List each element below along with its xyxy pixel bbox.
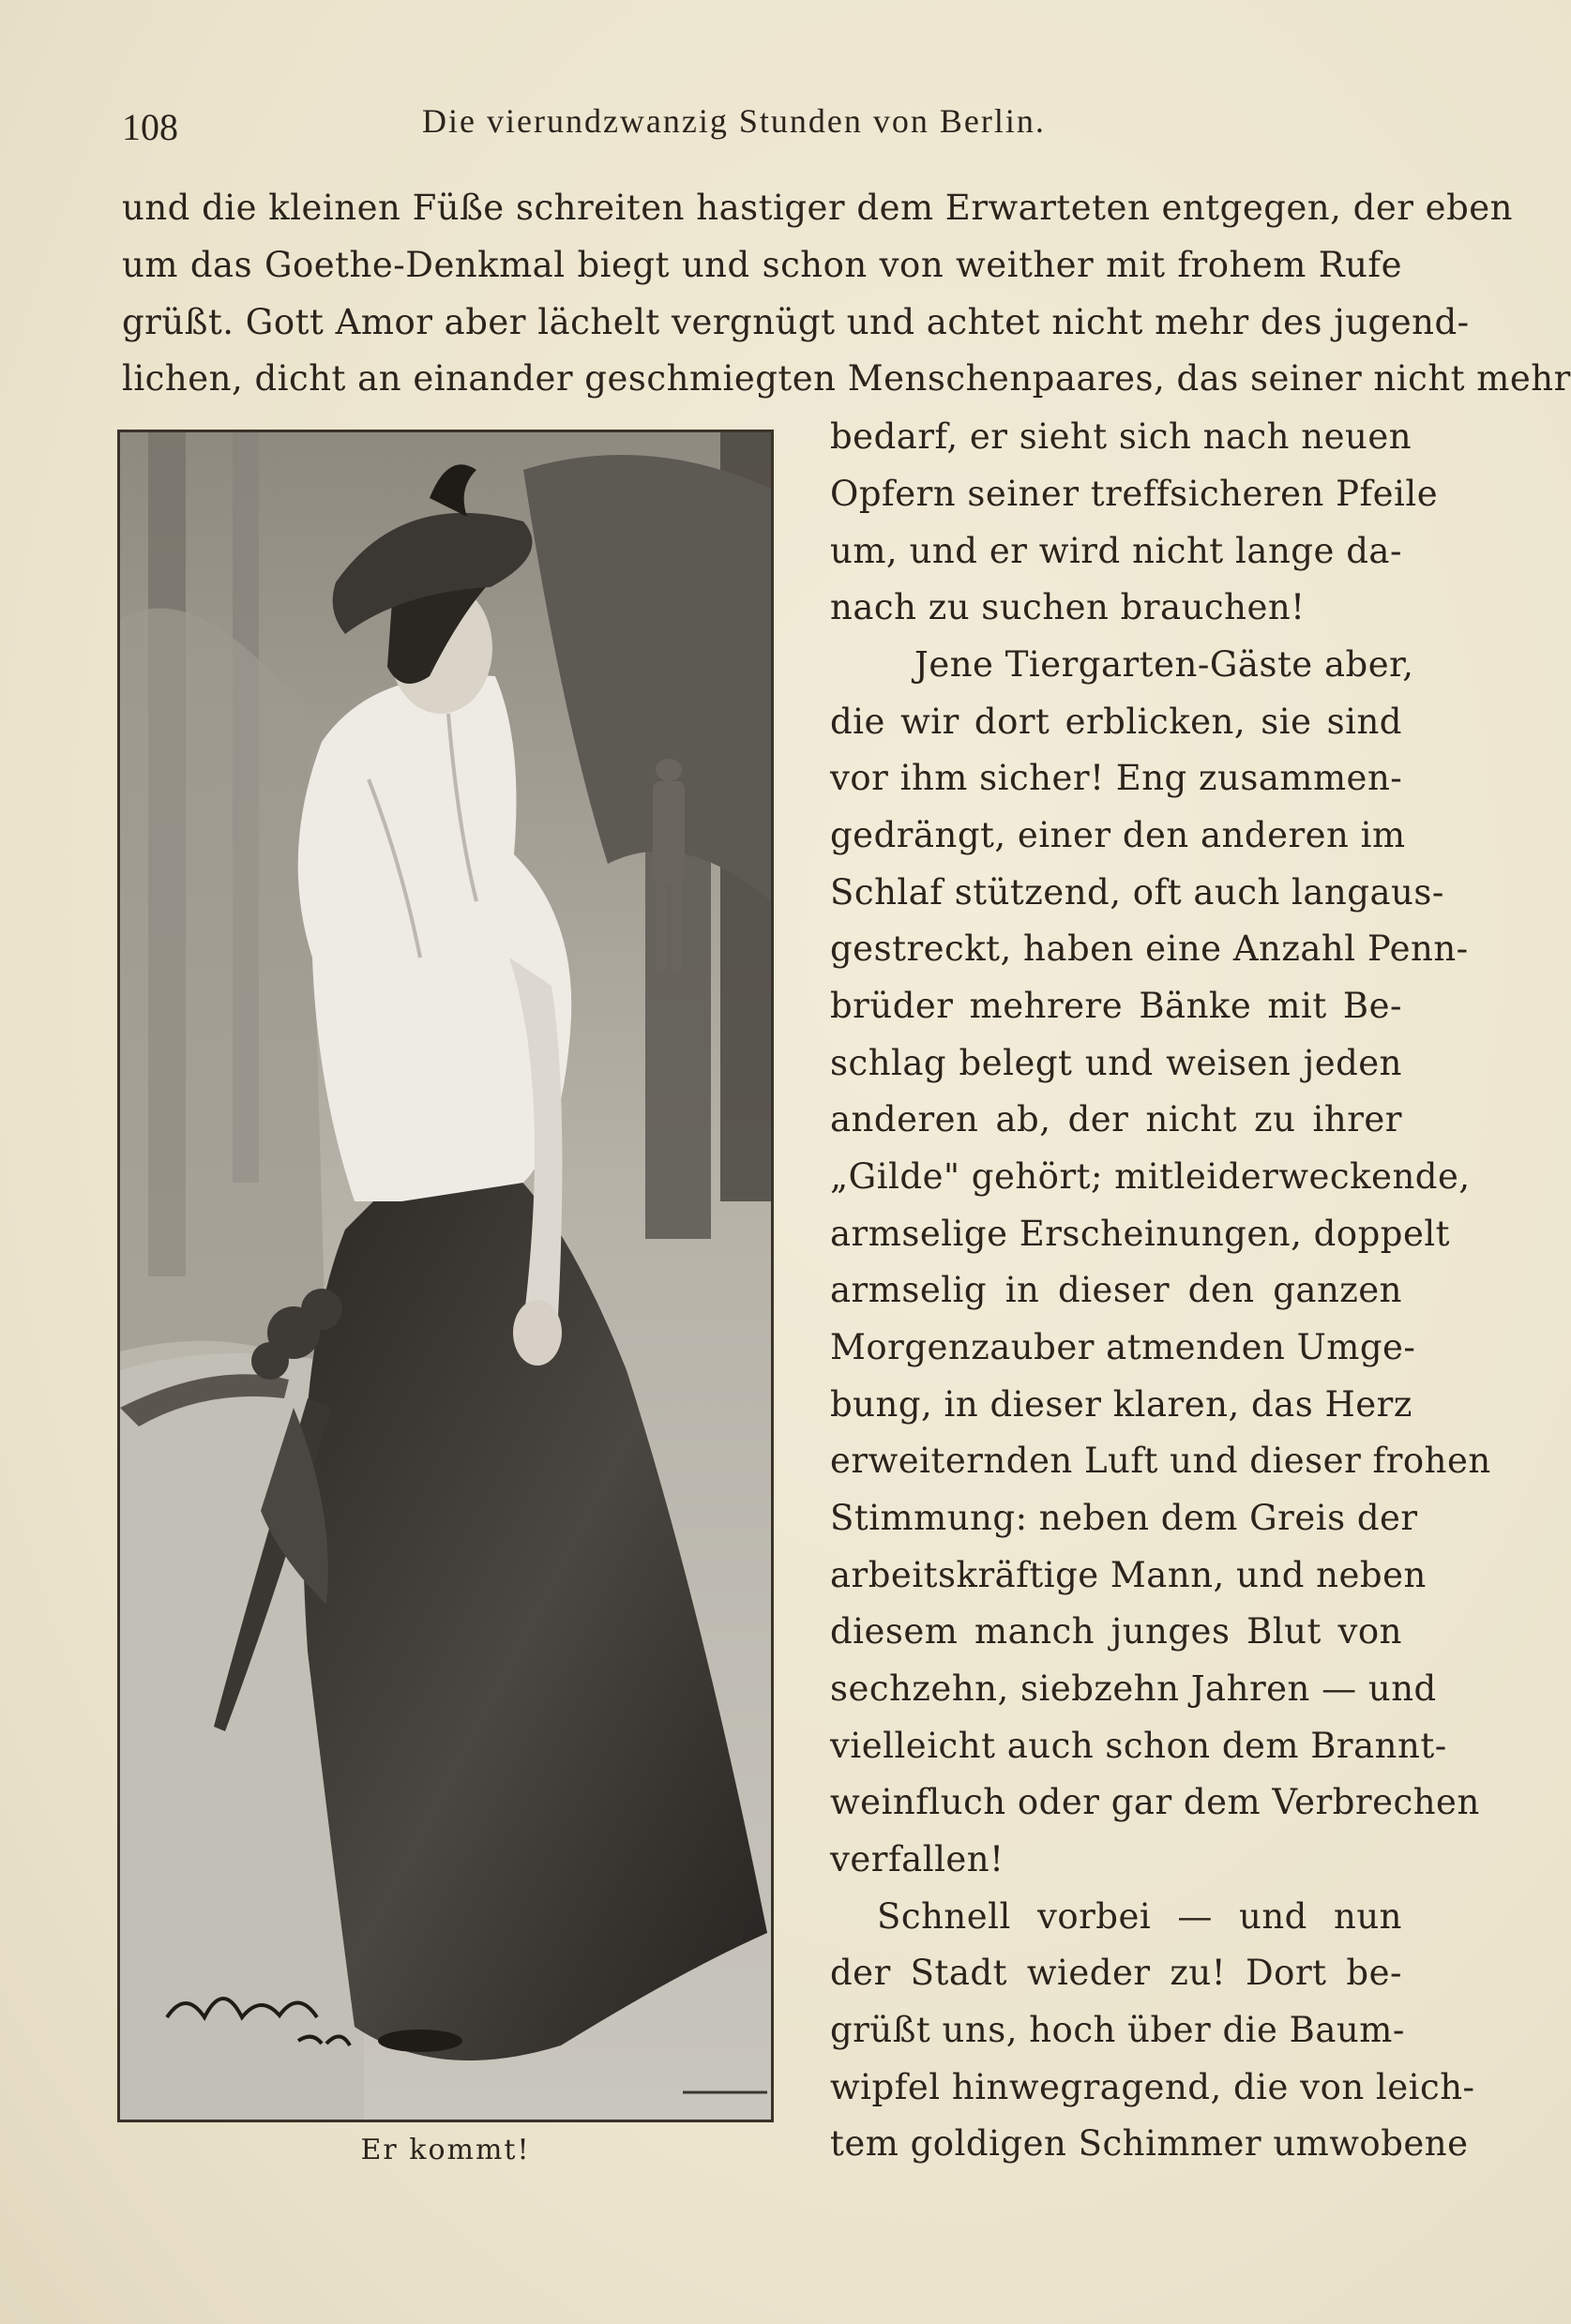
text-line: Schlaf stützend, oft auch langaus- — [830, 872, 1444, 913]
text-line: vor ihm sicher! Eng zusammen- — [830, 758, 1403, 798]
text-line: sechzehn, siebzehn Jahren — und — [830, 1668, 1437, 1709]
text-line: Morgenzauber atmenden Umge- — [830, 1327, 1416, 1367]
text-line: schlag belegt und weisen jeden — [830, 1043, 1402, 1083]
text-line: bung, in dieser klaren, das Herz — [830, 1384, 1412, 1425]
text-line: um das Goethe-Denkmal biegt und schon von weither mit frohem Rufe — [122, 245, 1402, 285]
woman-with-parasol-engraving — [120, 432, 771, 2120]
text-line: gestreckt, haben eine Anzahl Penn- — [830, 928, 1469, 969]
text-line: Schnell vorbei — und nun — [877, 1896, 1402, 1937]
text-line: grüßt uns, hoch über die Baum- — [830, 2010, 1405, 2050]
illustration — [117, 430, 774, 2122]
text-line: gedrängt, einer den anderen im — [830, 815, 1406, 855]
page-number: 108 — [122, 106, 178, 148]
text-line: Opfern seiner treffsicheren Pfeile — [830, 474, 1439, 514]
text-line: lichen, dicht an einander geschmiegten Menschenpaares, das seiner nicht mehr — [122, 358, 1571, 399]
text-line: Jene Tiergarten-Gäste aber, — [914, 644, 1414, 685]
text-line: anderen ab, der nicht zu ihrer — [830, 1099, 1402, 1139]
text-line: vielleicht auch schon dem Brannt- — [830, 1726, 1447, 1766]
text-line: um, und er wird nicht lange da- — [830, 531, 1402, 571]
text-line: erweiternden Luft und dieser frohen — [830, 1441, 1491, 1481]
text-line: „Gilde" gehört; mitleiderweckende, — [830, 1156, 1471, 1197]
text-line: arbeitskräftige Mann, und neben — [830, 1555, 1427, 1595]
running-title: Die vierundzwanzig Stunden von Berlin. — [422, 102, 1046, 140]
text-line: Stimmung: neben dem Greis der — [830, 1498, 1418, 1538]
text-line: armselige Erscheinungen, doppelt — [830, 1214, 1451, 1254]
text-line: nach zu suchen brauchen! — [830, 587, 1306, 627]
text-line: brüder mehrere Bänke mit Be- — [830, 986, 1402, 1026]
text-line: verfallen! — [830, 1839, 1005, 1879]
text-line: die wir dort erblicken, sie sind — [830, 702, 1402, 742]
text-line: und die kleinen Füße schreiten hastiger dem Erwarteten entgegen, der eben — [122, 188, 1513, 228]
page-header — [122, 94, 1322, 150]
text-line: armselig in dieser den ganzen — [830, 1270, 1402, 1310]
text-line: bedarf, er sieht sich nach neuen — [830, 416, 1412, 457]
text-line: grüßt. Gott Amor aber lächelt vergnügt und achtet nicht mehr des jugend- — [122, 302, 1470, 342]
text-line: tem goldigen Schimmer umwobene — [830, 2123, 1469, 2164]
text-line: wipfel hinwegragend, die von leich- — [830, 2067, 1475, 2107]
text-line: der Stadt wieder zu! Dort be- — [830, 1953, 1402, 1993]
text-line: diesem manch junges Blut von — [830, 1611, 1402, 1652]
text-line: weinfluch oder gar dem Verbrechen — [830, 1782, 1480, 1822]
figure-caption: Er kommt! — [360, 2134, 531, 2166]
